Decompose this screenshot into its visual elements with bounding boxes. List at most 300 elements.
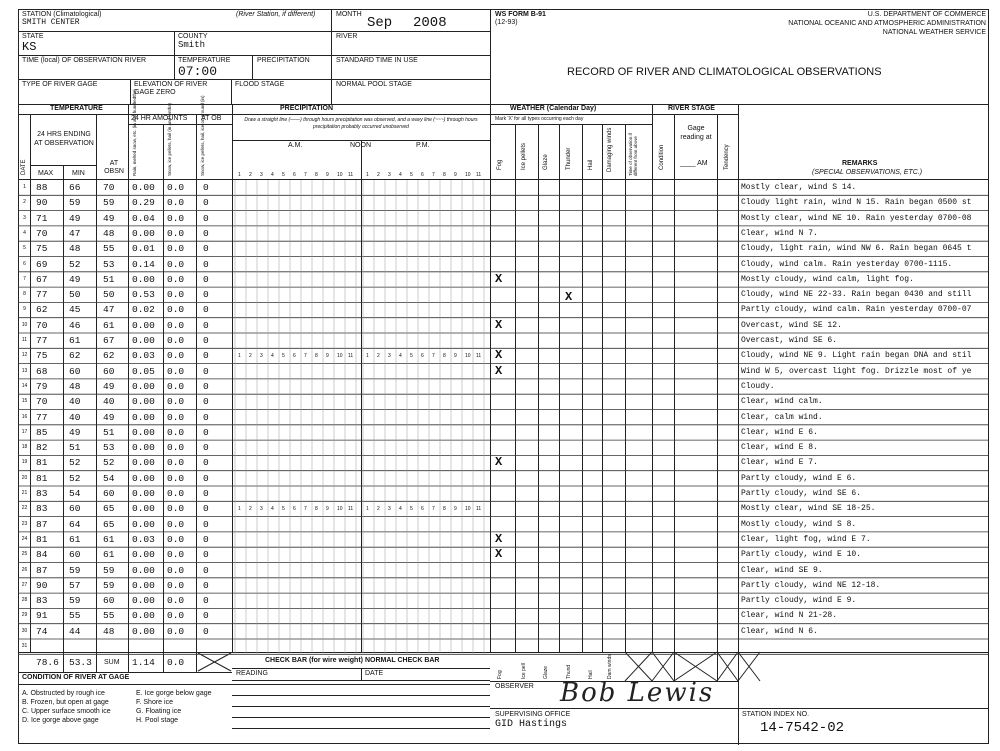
- row-obs-temp: 40: [103, 396, 115, 408]
- row-remark: Cloudy, light rain, wind NW 6. Rain began 0645 t: [741, 244, 972, 254]
- row-rain: 0.00: [132, 564, 155, 576]
- row-rain: 0.01: [132, 243, 155, 255]
- row-ground-snow: 0: [203, 610, 209, 622]
- row-rain: 0.00: [132, 579, 155, 591]
- row-day-number: 3: [23, 214, 26, 221]
- row-obs-temp: 55: [103, 243, 115, 255]
- row-max-temp: 87: [36, 564, 48, 576]
- row-max-temp: 77: [36, 335, 48, 346]
- row-max-temp: 71: [36, 212, 48, 224]
- hour-tick-9: 9: [326, 172, 329, 178]
- row-remark: Partly cloudy, wind SE 6.: [741, 489, 862, 498]
- row-rain: 0.00: [132, 472, 155, 484]
- row-remark: Partly cloudy, wind E 10.: [741, 550, 862, 560]
- hour-tick-6: 6: [421, 172, 424, 178]
- row-fog-mark: X: [495, 455, 503, 470]
- row-ground-snow: 0: [203, 503, 209, 515]
- row-snow: 0.0: [167, 380, 185, 392]
- hour-tick-8: 8: [315, 353, 318, 360]
- row-obs-temp: 51: [103, 426, 115, 438]
- glaze-label: Glaze: [543, 154, 549, 170]
- remarks-label: REMARKS: [842, 160, 878, 167]
- row-remark: Partly cloudy, wind calm. Rain yesterday 0700-07: [741, 305, 972, 315]
- row-max-temp: 67: [36, 273, 48, 285]
- check-bar-label: CHECK BAR (for wire weight) NORMAL CHECK BAR: [265, 657, 440, 664]
- row-snow: 0.0: [167, 258, 185, 270]
- row-max-temp: 88: [36, 182, 48, 193]
- row-day-number: 20: [21, 474, 28, 481]
- snow-col-label: Snow, ice pellets, hail (in and tenths): [167, 102, 172, 176]
- hour-tick-7: 7: [432, 506, 435, 513]
- row-obs-temp: 47: [103, 304, 115, 316]
- row-obs-temp: 53: [103, 258, 115, 270]
- row-ground-snow: 0: [203, 518, 209, 530]
- hour-tick-6: 6: [421, 353, 424, 360]
- hour-tick-9: 9: [326, 506, 329, 513]
- rain-sum: 1.14: [132, 657, 155, 668]
- hour-tick-6: 6: [293, 506, 296, 513]
- station-label: STATION (Climatological): [22, 11, 102, 18]
- row-snow: 0.0: [167, 289, 185, 301]
- row-ground-snow: 0: [203, 579, 209, 591]
- row-min-temp: 49: [69, 273, 81, 285]
- row-snow: 0.0: [167, 503, 185, 515]
- hour-tick-4: 4: [399, 506, 402, 513]
- hour-tick-4: 4: [399, 172, 402, 178]
- row-max-temp: 75: [36, 350, 48, 362]
- row-rain: 0.00: [132, 396, 155, 408]
- form-title: RECORD OF RIVER AND CLIMATOLOGICAL OBSERVATIONS: [567, 66, 882, 78]
- row-min-temp: 59: [69, 595, 81, 607]
- row-obs-temp: 49: [103, 380, 115, 392]
- row-min-temp: 64: [69, 518, 81, 530]
- row-min-temp: 59: [69, 564, 81, 576]
- row-max-temp: 87: [36, 518, 48, 530]
- summary-hail: Hail: [588, 670, 594, 679]
- hour-tick-2: 2: [377, 353, 380, 360]
- row-rain: 0.29: [132, 197, 155, 209]
- row-snow: 0.0: [167, 396, 185, 408]
- row-fog-mark: X: [495, 348, 503, 363]
- row-day-number: 10: [21, 321, 28, 328]
- row-snow: 0.0: [167, 350, 185, 362]
- min-average: 53.3: [69, 657, 92, 668]
- obs-time-label: TIME (local) OF OBSERVATION RIVER: [22, 57, 147, 64]
- row-remark: Clear, wind E 8.: [741, 443, 818, 453]
- row-min-temp: 47: [69, 227, 81, 239]
- row-min-temp: 60: [69, 549, 81, 561]
- row-max-temp: 81: [36, 472, 48, 484]
- cond-f: F. Shore ice: [136, 699, 173, 706]
- row-min-temp: 40: [69, 411, 81, 423]
- row-ground-snow: 0: [203, 227, 209, 239]
- row-fog-mark: X: [495, 363, 503, 378]
- row-min-temp: 49: [69, 426, 81, 438]
- row-obs-temp: 60: [103, 365, 115, 377]
- row-min-temp: 48: [69, 243, 81, 255]
- row-min-temp: 44: [69, 625, 81, 637]
- supervising-office-label: SUPERVISING OFFICE: [495, 711, 571, 718]
- row-obs-temp: 59: [103, 564, 115, 576]
- pm-label: P.M.: [416, 142, 430, 149]
- station-value: SMITH CENTER: [22, 18, 80, 27]
- reading-label: READING: [236, 670, 268, 677]
- hour-tick-7: 7: [304, 506, 307, 513]
- row-ground-snow: 0: [203, 595, 209, 607]
- row-day-number: 11: [21, 337, 28, 343]
- max-label: MAX: [38, 170, 54, 177]
- row-max-temp: 85: [36, 426, 48, 438]
- cond-d: D. Ice gorge above gage: [22, 717, 99, 724]
- hour-tick-2: 2: [377, 172, 380, 178]
- hour-tick-5: 5: [282, 506, 285, 513]
- row-obs-temp: 60: [103, 488, 115, 499]
- hour-tick-3: 3: [260, 172, 263, 178]
- row-snow: 0.0: [167, 182, 185, 193]
- hour-tick-7: 7: [304, 353, 307, 360]
- precip-time-label: PRECIPITATION: [257, 57, 310, 64]
- row-remark: Wind W 5, overcast light fog. Drizzle most of ye: [741, 366, 972, 376]
- row-ground-snow: 0: [203, 533, 209, 545]
- row-day-number: 30: [21, 627, 28, 634]
- hour-tick-5: 5: [410, 506, 413, 513]
- time-of-obs-label: Time of observation if different from above: [628, 133, 638, 176]
- hour-tick-7: 7: [432, 353, 435, 360]
- state-value: KS: [22, 40, 37, 54]
- row-ground-snow: 0: [203, 625, 209, 637]
- hour-tick-10: 10: [465, 353, 471, 360]
- hour-tick-9: 9: [326, 353, 329, 360]
- row-remark: Cloudy, wind NE 9. Light rain began DNA and stil: [741, 351, 972, 361]
- row-min-temp: 52: [69, 457, 81, 469]
- row-max-temp: 62: [36, 304, 48, 316]
- hour-tick-4: 4: [271, 353, 274, 360]
- row-ground-snow: 0: [203, 258, 209, 270]
- river-station-label: (River Station, if different): [236, 11, 316, 18]
- hour-tick-11: 11: [348, 506, 354, 513]
- row-obs-temp: 54: [103, 472, 115, 484]
- row-rain: 0.00: [132, 488, 155, 499]
- hail-label: Hail: [588, 159, 594, 170]
- hour-tick-3: 3: [388, 353, 391, 360]
- row-ground-snow: 0: [203, 319, 209, 331]
- hour-tick-5: 5: [410, 353, 413, 360]
- row-max-temp: 90: [36, 579, 48, 591]
- row-min-temp: 57: [69, 579, 81, 591]
- row-snow: 0.0: [167, 457, 185, 469]
- hour-tick-2: 2: [377, 506, 380, 513]
- row-rain: 0.05: [132, 365, 155, 377]
- hour-tick-1: 1: [366, 172, 369, 178]
- row-rain: 0.00: [132, 457, 155, 469]
- row-min-temp: 52: [69, 472, 81, 484]
- row-rain: 0.00: [132, 380, 155, 392]
- row-fog-mark: X: [495, 271, 503, 286]
- row-ground-snow: 0: [203, 472, 209, 484]
- weather-note: Mark 'X' for all types occurring each day: [495, 116, 584, 122]
- row-max-temp: 84: [36, 549, 48, 561]
- hour-tick-9: 9: [454, 353, 457, 360]
- damaging-winds-label: Damaging winds: [607, 127, 613, 172]
- at-ob-label: AT OB: [201, 115, 222, 122]
- row-min-temp: 62: [69, 350, 81, 362]
- row-max-temp: 81: [36, 533, 48, 545]
- at-obsn-label: AT OBSN: [104, 160, 124, 175]
- summary-damaging-winds: Dam winds: [607, 654, 613, 679]
- condition-title: CONDITION OF RIVER AT GAGE: [22, 674, 130, 681]
- row-remark: Clear, wind N 21-28.: [741, 611, 838, 621]
- hour-tick-1: 1: [366, 506, 369, 513]
- hour-tick-1: 1: [238, 172, 241, 178]
- temp-time-value: 07:00: [178, 64, 218, 79]
- pool-stage-label: NORMAL POOL STAGE: [336, 81, 412, 88]
- agency-noaa: NATIONAL OCEANIC AND ATMOSPHERIC ADMINISTRATION: [788, 20, 986, 27]
- hour-tick-1: 1: [238, 353, 241, 360]
- hour-tick-6: 6: [421, 506, 424, 513]
- row-remark: Clear, wind N 7.: [741, 228, 818, 238]
- row-obs-temp: 53: [103, 442, 115, 454]
- form-id: WS FORM B-91: [495, 11, 546, 18]
- hour-tick-4: 4: [399, 353, 402, 360]
- hour-tick-8: 8: [443, 506, 446, 513]
- row-day-number: 25: [21, 551, 28, 558]
- row-obs-temp: 61: [103, 533, 115, 545]
- row-obs-temp: 70: [103, 182, 115, 193]
- hour-tick-11: 11: [348, 353, 354, 360]
- row-obs-temp: 62: [103, 350, 115, 362]
- row-ground-snow: 0: [203, 335, 209, 346]
- row-ground-snow: 0: [203, 564, 209, 576]
- row-min-temp: 45: [69, 304, 81, 316]
- hour-tick-11: 11: [348, 172, 354, 178]
- river-label: RIVER: [336, 33, 358, 40]
- row-ground-snow: 0: [203, 488, 209, 499]
- hour-tick-11: 11: [476, 353, 482, 360]
- observer-signature: Bob Lewis: [560, 678, 715, 708]
- hour-tick-5: 5: [282, 353, 285, 360]
- row-day-number: 29: [21, 612, 28, 619]
- row-snow: 0.0: [167, 273, 185, 285]
- row-max-temp: 75: [36, 243, 48, 255]
- thunder-label: Thunder: [566, 147, 572, 170]
- row-rain: 0.00: [132, 610, 155, 622]
- row-obs-temp: 67: [103, 335, 115, 346]
- row-ground-snow: 0: [203, 289, 209, 301]
- row-ground-snow: 0: [203, 380, 209, 392]
- row-ground-snow: 0: [203, 197, 209, 209]
- hr24-amounts-label: 24 HR AMOUNTS: [131, 115, 188, 122]
- row-max-temp: 74: [36, 625, 48, 637]
- row-snow: 0.0: [167, 533, 185, 545]
- row-min-temp: 46: [69, 319, 81, 331]
- hour-tick-8: 8: [315, 506, 318, 513]
- fog-label: Fog: [497, 159, 503, 170]
- row-rain: 0.00: [132, 595, 155, 607]
- am-label: A.M.: [288, 142, 303, 149]
- row-max-temp: 82: [36, 442, 48, 454]
- row-remark: Partly cloudy, wind E 6.: [741, 473, 857, 483]
- hour-tick-9: 9: [454, 506, 457, 513]
- row-day-number: 4: [23, 229, 26, 236]
- hour-tick-8: 8: [443, 172, 446, 178]
- row-remark: Cloudy.: [741, 381, 775, 391]
- hour-tick-10: 10: [337, 353, 343, 360]
- row-rain: 0.00: [132, 442, 155, 454]
- observer-label: OBSERVER: [495, 683, 534, 690]
- row-snow: 0.0: [167, 411, 185, 423]
- hour-tick-10: 10: [465, 506, 471, 513]
- row-snow: 0.0: [167, 426, 185, 438]
- row-max-temp: 83: [36, 595, 48, 607]
- row-snow: 0.0: [167, 564, 185, 576]
- temperature-heading: TEMPERATURE: [50, 105, 103, 112]
- summary-fog: Fog: [497, 670, 503, 679]
- row-obs-temp: 59: [103, 197, 115, 209]
- row-rain: 0.00: [132, 426, 155, 438]
- row-day-number: 6: [23, 260, 26, 267]
- row-snow: 0.0: [167, 595, 185, 607]
- max-average: 78.6: [36, 657, 59, 668]
- supervising-office-value: GID Hastings: [495, 719, 568, 730]
- row-ground-snow: 0: [203, 273, 209, 285]
- row-day-number: 8: [23, 291, 26, 298]
- ground-col-label: Snow, ice pellets, hail, ice on ground (in): [200, 95, 205, 176]
- row-rain: 0.03: [132, 533, 155, 545]
- row-max-temp: 77: [36, 289, 48, 301]
- station-index-value: 14-7542-02: [760, 720, 845, 736]
- std-time-label: STANDARD TIME IN USE: [336, 57, 418, 64]
- row-ground-snow: 0: [203, 442, 209, 454]
- row-snow: 0.0: [167, 243, 185, 255]
- cond-a: A. Obstructed by rough ice: [22, 690, 105, 697]
- row-min-temp: 66: [69, 182, 81, 193]
- hour-tick-2: 2: [249, 353, 252, 360]
- row-min-temp: 60: [69, 365, 81, 377]
- row-min-temp: 61: [69, 533, 81, 545]
- row-day-number: 9: [23, 306, 26, 313]
- hour-tick-5: 5: [410, 172, 413, 178]
- row-snow: 0.0: [167, 365, 185, 377]
- check-date-label: DATE: [365, 670, 384, 677]
- county-value: Smith: [178, 40, 206, 50]
- row-day-number: 18: [21, 444, 28, 451]
- row-rain: 0.00: [132, 273, 155, 285]
- row-snow: 0.0: [167, 488, 185, 499]
- sum-label: SUM: [104, 659, 120, 666]
- row-snow: 0.0: [167, 227, 185, 239]
- remarks-sub-label: (SPECIAL OBSERVATIONS, ETC.): [812, 169, 923, 176]
- row-fog-mark: X: [495, 547, 503, 562]
- row-max-temp: 90: [36, 197, 48, 209]
- hour-tick-8: 8: [315, 172, 318, 178]
- row-day-number: 16: [21, 413, 28, 420]
- row-min-temp: 61: [69, 335, 81, 346]
- row-obs-temp: 61: [103, 319, 115, 331]
- precipitation-heading: PRECIPITATION: [280, 105, 334, 112]
- row-max-temp: 68: [36, 365, 48, 377]
- hour-tick-10: 10: [465, 172, 471, 178]
- row-obs-temp: 48: [103, 227, 115, 239]
- elevation-label: ELEVATION OF RIVER GAGE ZERO: [134, 81, 208, 96]
- row-day-number: 13: [21, 367, 28, 374]
- hour-tick-3: 3: [260, 506, 263, 513]
- row-remark: Cloudy, wind calm. Rain yesterday 0700-1115.: [741, 259, 953, 269]
- row-ground-snow: 0: [203, 396, 209, 408]
- temp-time-label: TEMPERATURE: [178, 57, 231, 64]
- row-ground-snow: 0: [203, 243, 209, 255]
- row-min-temp: 59: [69, 197, 81, 209]
- hour-tick-7: 7: [432, 172, 435, 178]
- row-obs-temp: 50: [103, 289, 115, 301]
- row-rain: 0.02: [132, 304, 155, 316]
- hrs-ending-label: 24 HRS ENDING AT OBSERVATION: [34, 131, 94, 147]
- row-remark: Overcast, wind SE 12.: [741, 320, 842, 330]
- row-max-temp: 83: [36, 488, 48, 499]
- row-remark: Cloudy light rain, wind N 15. Rain began 0500 st: [741, 198, 972, 208]
- hour-tick-4: 4: [271, 172, 274, 178]
- row-min-temp: 50: [69, 289, 81, 301]
- cond-h: H. Pool stage: [136, 717, 179, 724]
- row-snow: 0.0: [167, 335, 185, 346]
- row-rain: 0.00: [132, 411, 155, 423]
- ice-pellets-label: Ice pellets: [521, 142, 527, 170]
- hour-tick-6: 6: [293, 172, 296, 178]
- row-day-number: 14: [21, 382, 28, 389]
- row-obs-temp: 65: [103, 518, 115, 530]
- row-snow: 0.0: [167, 610, 185, 622]
- row-remark: Mostly clear, wind S 14.: [741, 183, 857, 192]
- row-ground-snow: 0: [203, 212, 209, 224]
- hour-tick-4: 4: [271, 506, 274, 513]
- row-ground-snow: 0: [203, 549, 209, 561]
- row-remark: Partly cloudy, wind NE 12-18.: [741, 580, 881, 590]
- row-day-number: 28: [21, 597, 28, 604]
- row-snow: 0.0: [167, 442, 185, 454]
- row-remark: Partly cloudy, wind E 9.: [741, 596, 857, 606]
- station-index-label: STATION INDEX NO.: [742, 711, 810, 718]
- year-value: 2008: [413, 15, 447, 31]
- row-min-temp: 55: [69, 610, 81, 622]
- county-label: COUNTY: [178, 33, 208, 40]
- river-stage-heading: RIVER STAGE: [668, 105, 715, 112]
- row-fog-mark: X: [495, 317, 503, 332]
- row-max-temp: 83: [36, 503, 48, 515]
- row-min-temp: 52: [69, 258, 81, 270]
- hour-tick-9: 9: [454, 172, 457, 178]
- date-label: DATE: [21, 159, 27, 175]
- condition-label: Condition: [659, 144, 665, 170]
- row-obs-temp: 48: [103, 625, 115, 637]
- row-day-number: 1: [23, 184, 26, 190]
- row-obs-temp: 49: [103, 212, 115, 224]
- row-obs-temp: 61: [103, 549, 115, 561]
- row-rain: 0.03: [132, 350, 155, 362]
- month-label: MONTH: [336, 11, 362, 18]
- row-rain: 0.00: [132, 335, 155, 346]
- row-obs-temp: 60: [103, 595, 115, 607]
- hour-tick-2: 2: [249, 172, 252, 178]
- row-day-number: 24: [21, 535, 28, 542]
- row-max-temp: 91: [36, 610, 48, 622]
- gage-reading-label: Gage reading at: [680, 125, 712, 141]
- row-remark: Mostly clear, wind NE 10. Rain yesterday 0700-08: [741, 213, 972, 223]
- row-obs-temp: 59: [103, 579, 115, 591]
- row-max-temp: 81: [36, 457, 48, 469]
- row-snow: 0.0: [167, 304, 185, 316]
- hour-tick-6: 6: [293, 353, 296, 360]
- row-obs-temp: 55: [103, 610, 115, 622]
- row-ground-snow: 0: [203, 182, 209, 193]
